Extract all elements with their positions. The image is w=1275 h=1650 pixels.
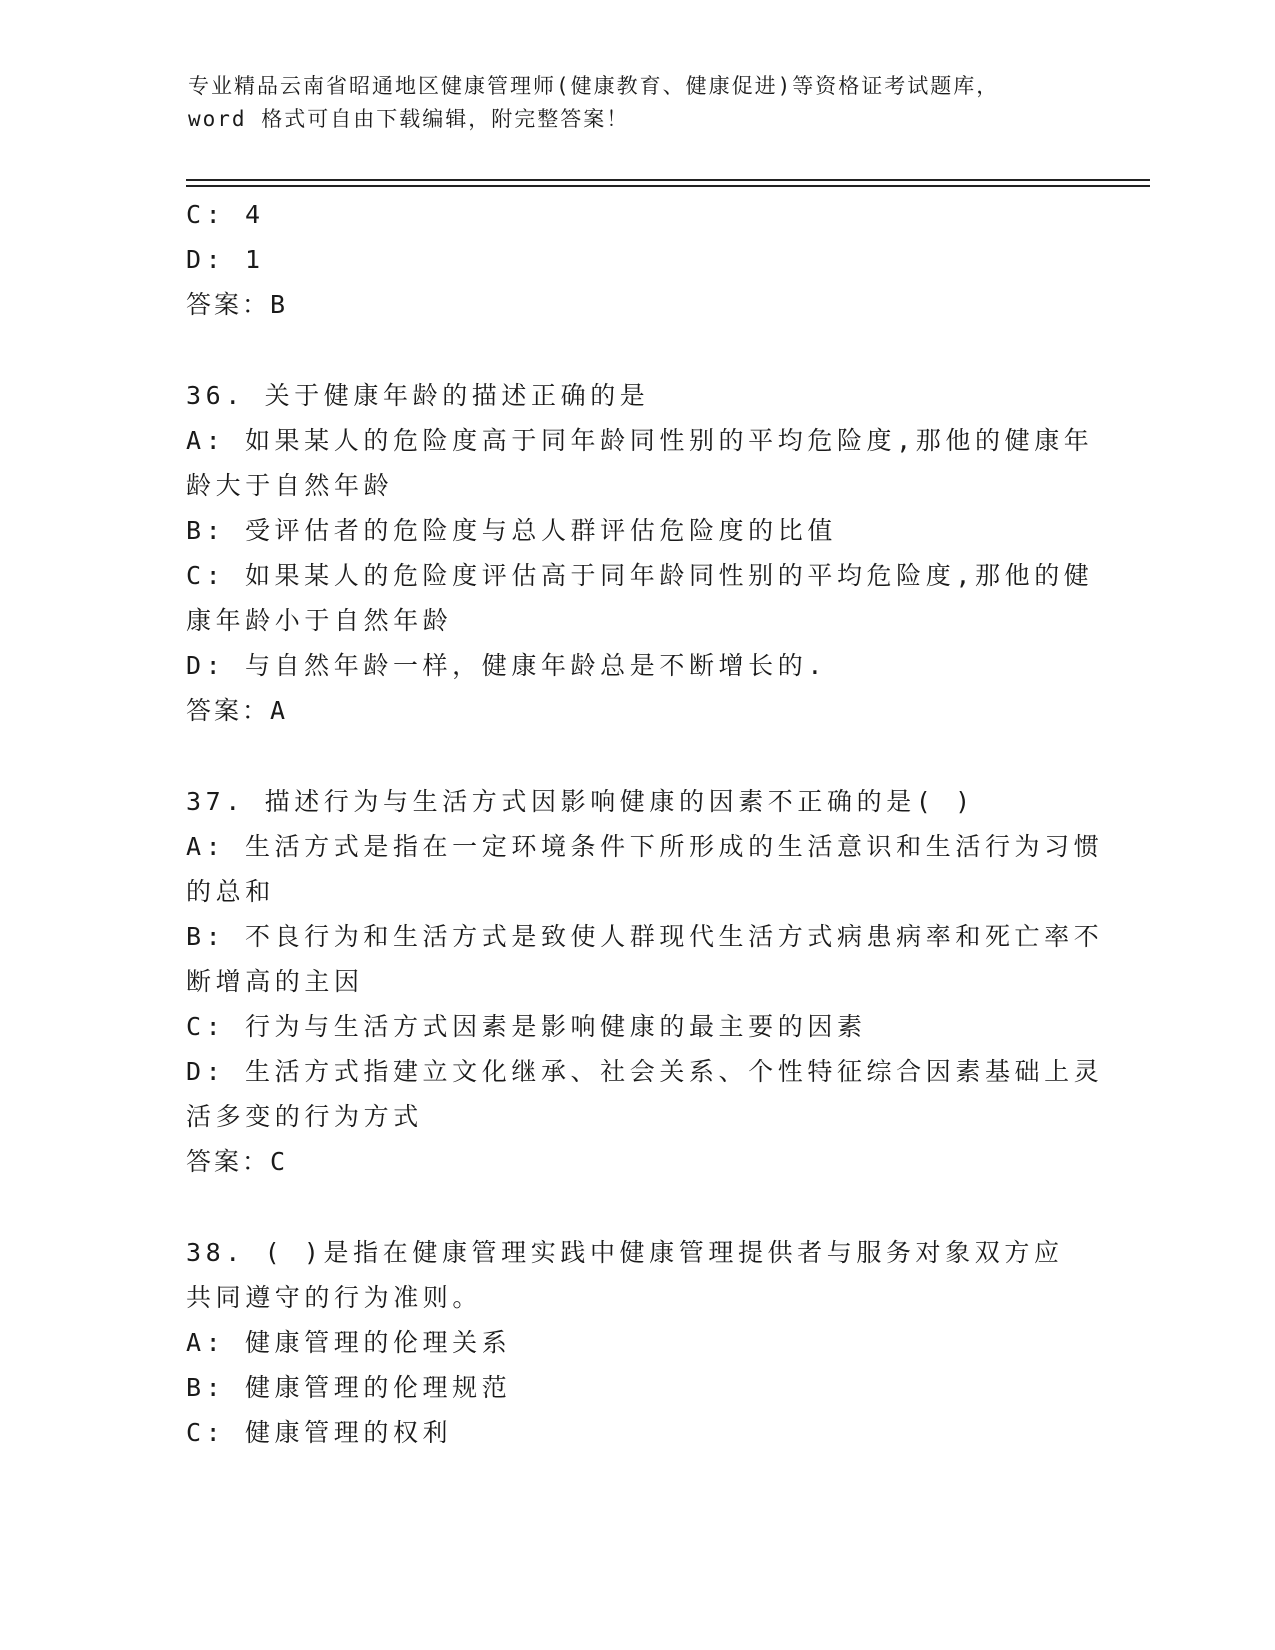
question-37 (186, 779, 1104, 1184)
option-b-cont: 断增高的主因 (186, 967, 364, 996)
option-a: A: 健康管理的伦理关系 (186, 1328, 512, 1357)
prev-option-d: D: 1 (186, 245, 265, 274)
option-b: B: 受评估者的危险度与总人群评估危险度的比值 (186, 516, 837, 545)
prev-answer: 答案：B (186, 290, 289, 319)
option-b: B: 不良行为和生活方式是致使人群现代生活方式病患病率和死亡率不 (186, 922, 1104, 951)
spacer (186, 1184, 1086, 1230)
question-stem: 38. ( )是指在健康管理实践中健康管理提供者与服务对象双方应 (186, 1238, 1064, 1267)
question-36 (186, 373, 1094, 733)
prev-option-c: C: 4 (186, 200, 265, 229)
header-rule-top (186, 179, 1150, 181)
option-c: C: 健康管理的权利 (186, 1418, 453, 1447)
answer: 答案：A (186, 696, 289, 725)
question-content (186, 192, 1104, 1455)
header-line-2: word 格式可自由下载编辑，附完整答案！ (188, 107, 630, 131)
option-d: D: 生活方式指建立文化继承、社会关系、个性特征综合因素基础上灵 (186, 1057, 1104, 1086)
spacer (186, 733, 1086, 779)
option-c: C: 行为与生活方式因素是影响健康的最主要的因素 (186, 1012, 867, 1041)
option-a: A: 生活方式是指在一定环境条件下所形成的生活意识和生活行为习惯 (186, 832, 1104, 861)
option-c-cont: 康年龄小于自然年龄 (186, 606, 453, 635)
option-b: B: 健康管理的伦理规范 (186, 1373, 512, 1402)
option-a: A: 如果某人的危险度高于同年龄同性别的平均危险度,那他的健康年 (186, 426, 1094, 455)
header-rule-bottom (186, 185, 1150, 187)
question-stem: 37. 描述行为与生活方式因影响健康的因素不正确的是( ) (186, 787, 975, 816)
document-header (188, 70, 1068, 136)
spacer (186, 327, 1086, 373)
header-line-1: 专业精品云南省昭通地区健康管理师(健康教育、健康促进)等资格证考试题库， (188, 74, 1000, 98)
question-stem: 36. 关于健康年龄的描述正确的是 (186, 381, 650, 410)
option-d-cont: 活多变的行为方式 (186, 1102, 423, 1131)
question-38 (186, 1230, 1086, 1455)
option-a-cont: 的总和 (186, 877, 275, 906)
question-stem-cont: 共同遵守的行为准则。 (186, 1283, 483, 1312)
option-a-cont: 龄大于自然年龄 (186, 471, 394, 500)
answer: 答案：C (186, 1147, 289, 1176)
option-c: C: 如果某人的危险度评估高于同年龄同性别的平均危险度,那他的健 (186, 561, 1094, 590)
option-d: D: 与自然年龄一样，健康年龄总是不断增长的. (186, 651, 828, 680)
